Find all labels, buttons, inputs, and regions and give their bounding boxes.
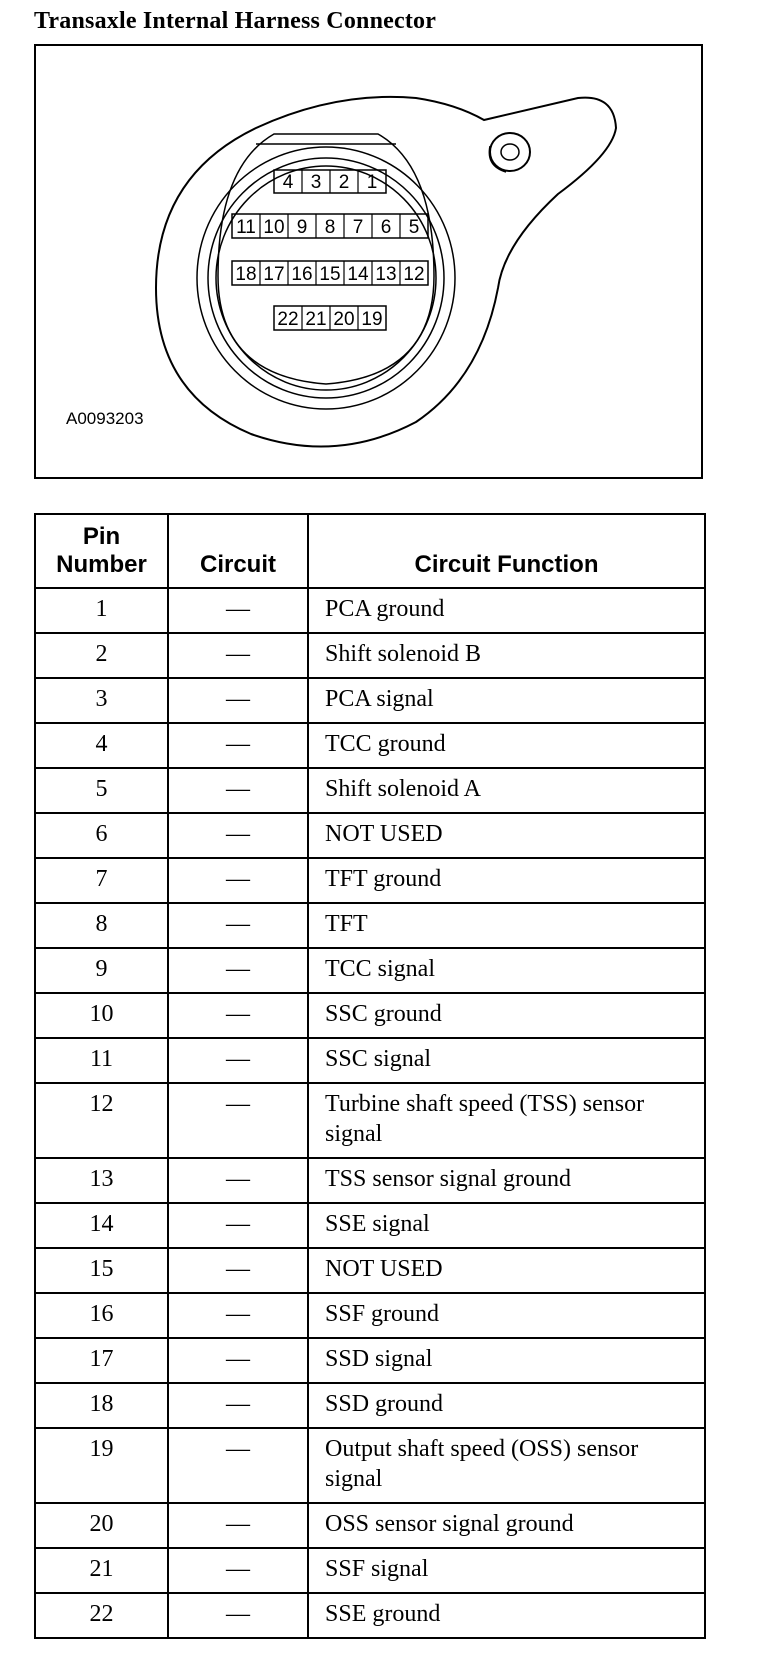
pin-number-cell: 9 (35, 948, 168, 993)
circuit-cell: — (168, 858, 308, 903)
header-circuit-function: Circuit Function (308, 514, 705, 588)
pin-number-cell: 18 (35, 1383, 168, 1428)
pin-number-cell: 19 (35, 1428, 168, 1503)
pin-label: 20 (333, 309, 355, 330)
circuit-cell: — (168, 1293, 308, 1338)
pin-label: 5 (408, 217, 420, 238)
circuit-cell: — (168, 723, 308, 768)
circuit-function-cell: NOT USED (308, 1248, 705, 1293)
circuit-cell: — (168, 993, 308, 1038)
circuit-cell: — (168, 1083, 308, 1158)
circuit-function-cell: Turbine shaft speed (TSS) sensor signal (308, 1083, 705, 1158)
circuit-cell: — (168, 1338, 308, 1383)
pin-label: 22 (277, 309, 299, 330)
circuit-cell: — (168, 1593, 308, 1638)
table-row (35, 1428, 705, 1503)
pin-number-cell: 14 (35, 1203, 168, 1248)
circuit-cell: — (168, 1158, 308, 1203)
pin-number-cell: 8 (35, 903, 168, 948)
circuit-cell: — (168, 1503, 308, 1548)
circuit-function-cell: SSD ground (308, 1383, 705, 1428)
circuit-function-cell: SSE ground (308, 1593, 705, 1638)
circuit-cell: — (168, 768, 308, 813)
circuit-function-cell: OSS sensor signal ground (308, 1503, 705, 1548)
pin-number-cell: 2 (35, 633, 168, 678)
circuit-function-cell: SSE signal (308, 1203, 705, 1248)
pin-number-cell: 11 (35, 1038, 168, 1083)
table-row (35, 1503, 705, 1548)
table-row (35, 1338, 705, 1383)
circuit-cell: — (168, 1428, 308, 1503)
table-row (35, 993, 705, 1038)
table-row (35, 633, 705, 678)
pin-label: 4 (282, 172, 294, 193)
page-title: Transaxle Internal Harness Connector (34, 8, 437, 34)
pin-number-cell: 6 (35, 813, 168, 858)
circuit-function-cell: SSD signal (308, 1338, 705, 1383)
pin-label: 14 (347, 264, 369, 285)
connector-diagram (36, 46, 701, 477)
circuit-cell: — (168, 1248, 308, 1293)
pin-label: 1 (366, 172, 378, 193)
table-row (35, 1548, 705, 1593)
circuit-function-cell: TCC ground (308, 723, 705, 768)
pin-number-cell: 15 (35, 1248, 168, 1293)
circuit-cell: — (168, 1548, 308, 1593)
pin-number-cell: 17 (35, 1338, 168, 1383)
pin-label: 12 (403, 264, 425, 285)
table-row (35, 1248, 705, 1293)
pin-label: 15 (319, 264, 341, 285)
pin-number-cell: 10 (35, 993, 168, 1038)
pin-label: 3 (310, 172, 322, 193)
circuit-cell: — (168, 948, 308, 993)
pin-label: 7 (352, 217, 364, 238)
circuit-cell: — (168, 588, 308, 633)
pin-label: 19 (361, 309, 383, 330)
circuit-function-cell: Shift solenoid B (308, 633, 705, 678)
circuit-cell: — (168, 903, 308, 948)
table-row (35, 1203, 705, 1248)
pin-number-cell: 12 (35, 1083, 168, 1158)
pin-label: 11 (236, 217, 256, 238)
circuit-function-cell: Output shaft speed (OSS) sensor signal (308, 1428, 705, 1503)
table-row (35, 948, 705, 993)
table-row (35, 1158, 705, 1203)
pin-number-cell: 3 (35, 678, 168, 723)
table-row (35, 903, 705, 948)
circuit-cell: — (168, 633, 308, 678)
circuit-function-cell: PCA ground (308, 588, 705, 633)
pin-number-cell: 5 (35, 768, 168, 813)
tab-hole-outer (490, 133, 530, 171)
circuit-function-cell: NOT USED (308, 813, 705, 858)
table-row (35, 1593, 705, 1638)
table-row (35, 858, 705, 903)
pin-label: 9 (296, 217, 308, 238)
circuit-function-cell: TFT (308, 903, 705, 948)
pin-number-cell: 7 (35, 858, 168, 903)
pin-label: 8 (324, 217, 336, 238)
circuit-cell: — (168, 1038, 308, 1083)
table-row (35, 1038, 705, 1083)
pin-label: 13 (375, 264, 397, 285)
pin-number-cell: 22 (35, 1593, 168, 1638)
table-row (35, 813, 705, 858)
pin-number-cell: 16 (35, 1293, 168, 1338)
circuit-function-cell: SSC ground (308, 993, 705, 1038)
circuit-function-cell: Shift solenoid A (308, 768, 705, 813)
table-row (35, 723, 705, 768)
pin-number-cell: 4 (35, 723, 168, 768)
table-row (35, 1293, 705, 1338)
circuit-cell: — (168, 1383, 308, 1428)
pin-label: 2 (338, 172, 350, 193)
figure-id: A0093203 (66, 409, 144, 428)
circuit-cell: — (168, 678, 308, 723)
table-row (35, 768, 705, 813)
circuit-cell: — (168, 813, 308, 858)
header-circuit: Circuit (168, 514, 308, 588)
circuit-function-cell: SSF ground (308, 1293, 705, 1338)
table-row (35, 678, 705, 723)
table-row (35, 588, 705, 633)
pin-table (34, 513, 706, 1639)
pin-table-body (35, 588, 705, 1638)
pin-label: 16 (291, 264, 313, 285)
circuit-function-cell: TFT ground (308, 858, 705, 903)
header-pin-number: Pin Number (35, 514, 168, 588)
circuit-function-cell: TSS sensor signal ground (308, 1158, 705, 1203)
pin-number-cell: 13 (35, 1158, 168, 1203)
circuit-function-cell: TCC signal (308, 948, 705, 993)
pin-number-cell: 20 (35, 1503, 168, 1548)
pin-number-cell: 21 (35, 1548, 168, 1593)
pin-label: 17 (263, 264, 285, 285)
tab-hole-inner (501, 144, 519, 160)
connector-figure (34, 44, 703, 479)
pin-label: 6 (380, 217, 392, 238)
table-row (35, 1383, 705, 1428)
circuit-function-cell: SSF signal (308, 1548, 705, 1593)
circuit-function-cell: SSC signal (308, 1038, 705, 1083)
circuit-function-cell: PCA signal (308, 678, 705, 723)
circuit-cell: — (168, 1203, 308, 1248)
pin-number-cell: 1 (35, 588, 168, 633)
pin-label: 21 (305, 309, 327, 330)
pin-label: 10 (263, 217, 285, 238)
pin-label: 18 (235, 264, 257, 285)
table-row (35, 1083, 705, 1158)
